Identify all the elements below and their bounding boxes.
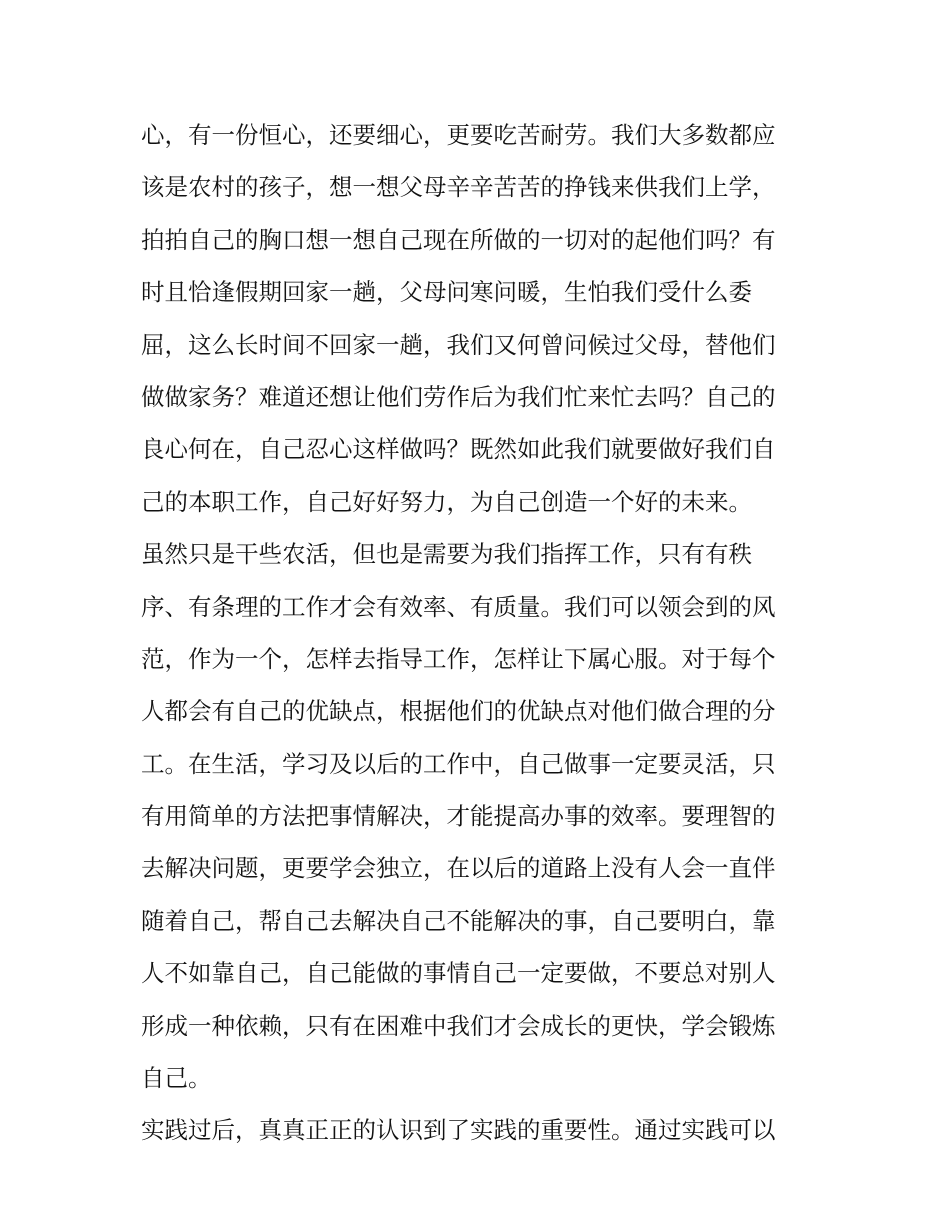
text-line: 形成一种依赖，只有在困难中我们才会成长的更快，学会锻炼 — [141, 1011, 776, 1040]
text-line: 屈，这么长时间不回家一趟，我们又何曾问候过父母，替他们 — [141, 330, 776, 359]
text-line: 拍拍自己的胸口想一想自己现在所做的一切对的起他们吗？有 — [141, 225, 776, 254]
text-line: 实践过后，真真正正的认识到了实践的重要性。通过实践可以 — [141, 1116, 776, 1145]
text-line: 自己。 — [141, 1064, 212, 1093]
text-line: 人都会有自己的优缺点，根据他们的优缺点对他们做合理的分 — [141, 697, 776, 726]
text-line: 去解决问题，更要学会独立，在以后的道路上没有人会一直伴 — [141, 854, 776, 883]
text-line: 范，作为一个，怎样去指导工作，怎样让下属心服。对于每个 — [141, 644, 776, 673]
text-line: 工。在生活，学习及以后的工作中，自己做事一定要灵活，只 — [141, 749, 776, 778]
text-line: 虽然只是干些农活，但也是需要为我们指挥工作，只有有秩 — [141, 540, 752, 569]
text-line: 该是农村的孩子，想一想父母辛辛苦苦的挣钱来供我们上学， — [141, 173, 776, 202]
text-line: 时且恰逢假期回家一趟，父母问寒问暖，生怕我们受什么委 — [141, 278, 752, 307]
text-line: 有用简单的方法把事情解决，才能提高办事的效率。要理智的 — [141, 802, 776, 831]
text-line: 做做家务？难道还想让他们劳作后为我们忙来忙去吗？自己的 — [141, 382, 776, 411]
text-line: 心，有一份恒心，还要细心，更要吃苦耐劳。我们大多数都应 — [141, 121, 776, 149]
text-line: 良心何在，自己忍心这样做吗？既然如此我们就要做好我们自 — [141, 435, 776, 464]
text-line: 人不如靠自己，自己能做的事情自己一定要做，不要总对别人 — [141, 959, 776, 988]
text-line: 序、有条理的工作才会有效率、有质量。我们可以领会到的风 — [141, 592, 776, 621]
text-line: 随着自己，帮自己去解决自己不能解决的事，自己要明白，靠 — [141, 906, 776, 935]
text-line: 己的本职工作，自己好好努力，为自己创造一个好的未来。 — [141, 487, 752, 516]
body-text — [141, 109, 821, 1157]
